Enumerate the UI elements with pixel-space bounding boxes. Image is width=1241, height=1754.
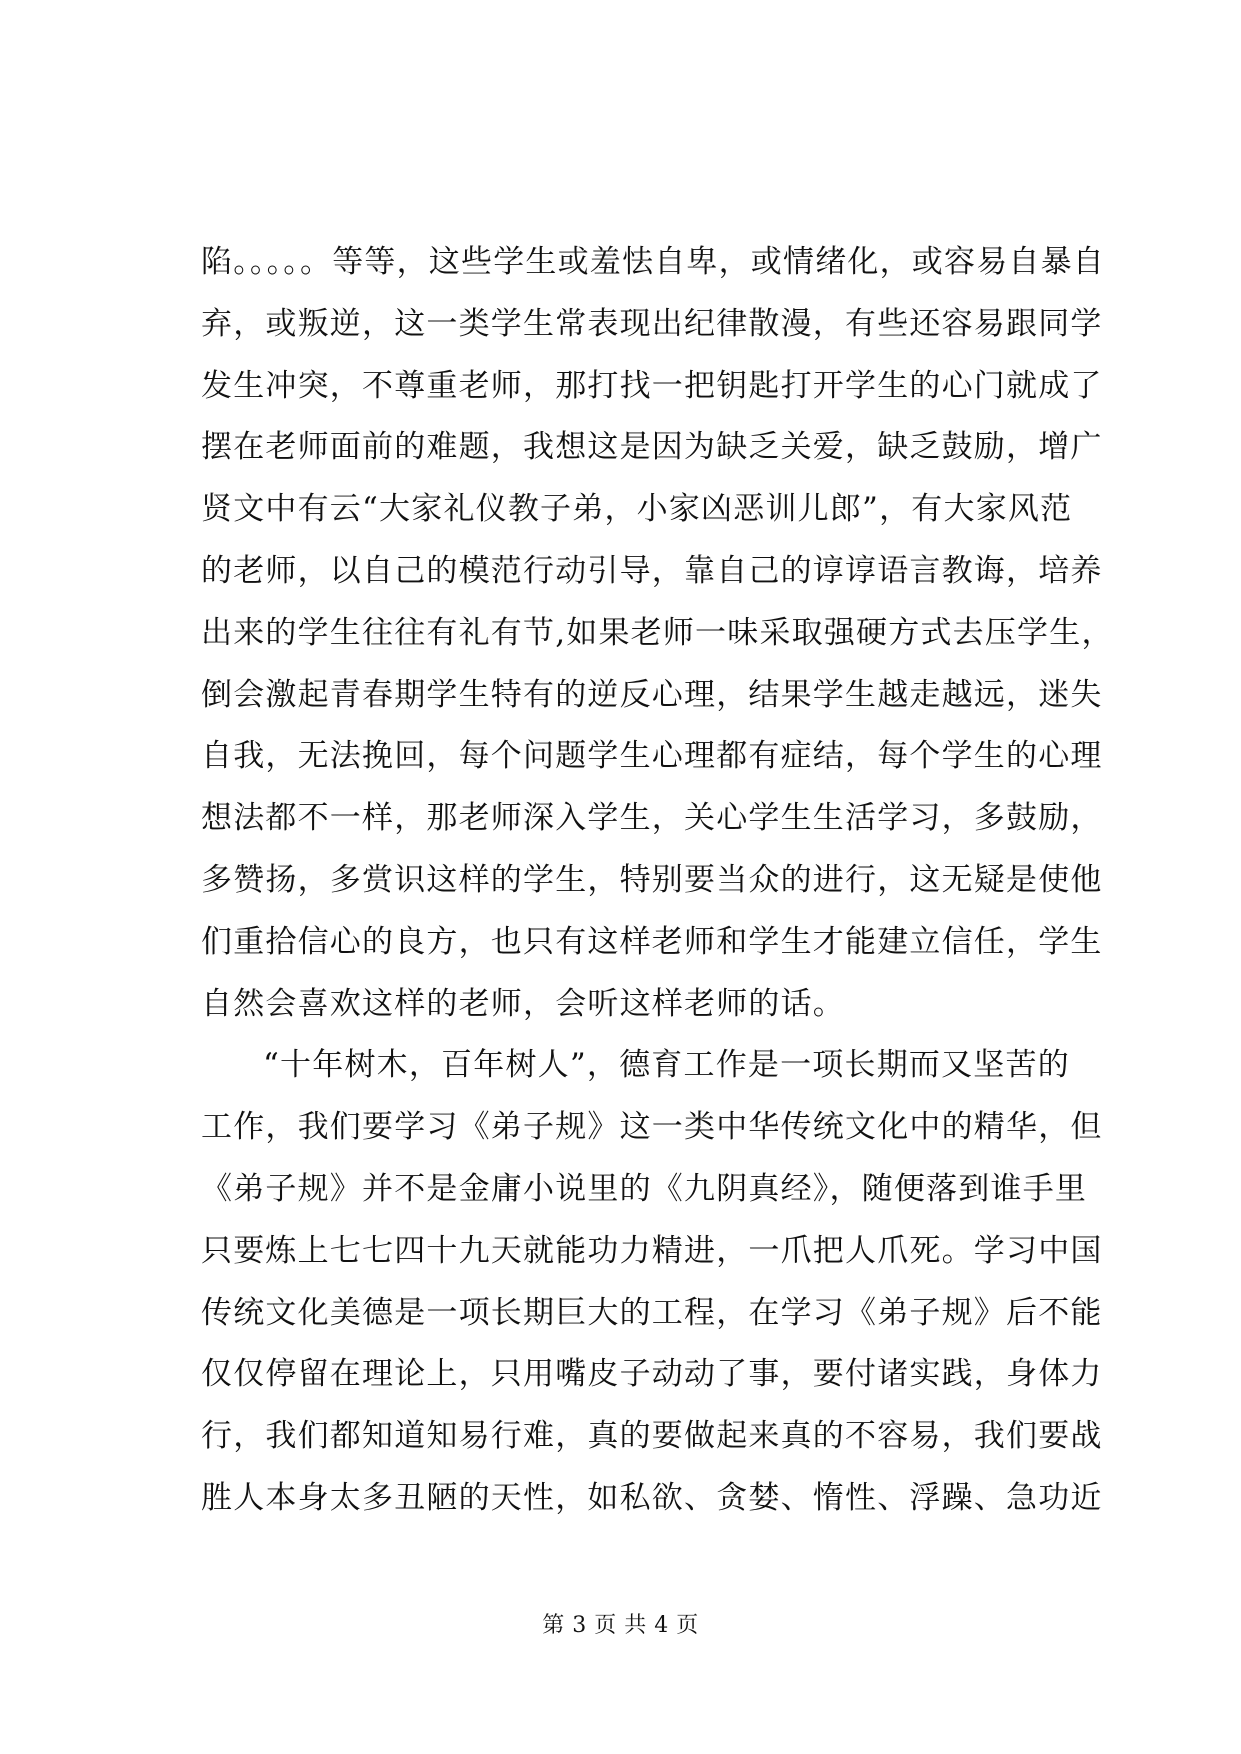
text-line: 摆在老师面前的难题，我想这是因为缺乏关爱，缺乏鼓励，增广 — [201, 429, 1103, 466]
text-line: 工作，我们要学习《弟子规》这一类中华传统文化中的精华，但 — [201, 1109, 1103, 1146]
text-line: 发生冲突，不尊重老师，那打找一把钥匙打开学生的心门就成了 — [201, 367, 1103, 404]
text-line: 胜人本身太多丑陋的天性，如私欲、贪婪、惰性、浮躁、急功近 — [201, 1479, 1103, 1516]
page-number-footer: 第 3 页 共 4 页 — [542, 1613, 699, 1638]
text-line: 陷。。。。。等等，这些学生或羞怯自卑，或情绪化，或容易自暴自 — [201, 244, 1105, 280]
text-line: 仅仅停留在理论上，只用嘴皮子动动了事，要付诸实践，身体力 — [201, 1356, 1103, 1393]
text-line: 贤文中有云“大家礼仪教子弟，小家凶恶训儿郎”，有大家风范 — [201, 491, 1073, 528]
text-line: 传统文化美德是一项长期巨大的工程，在学习《弟子规》后不能 — [201, 1294, 1103, 1331]
text-line: 行，我们都知道知易行难，真的要做起来真的不容易，我们要战 — [201, 1418, 1103, 1455]
text-line: 出来的学生往往有礼有节,如果老师一味采取强硬方式去压学生， — [201, 614, 1114, 651]
text-line: 们重拾信心的良方，也只有这样老师和学生才能建立信任，学生 — [201, 923, 1103, 960]
text-line: 自我，无法挽回，每个问题学生心理都有症结，每个学生的心理 — [201, 738, 1103, 775]
text-line: 弃，或叛逆，这一类学生常表现出纪律散漫，有些还容易跟同学 — [201, 305, 1103, 342]
text-line: 想法都不一样，那老师深入学生，关心学生生活学习，多鼓励， — [201, 800, 1103, 837]
text-line: 只要炼上七七四十九天就能功力精进，一爪把人爪死。学习中国 — [201, 1232, 1103, 1269]
text-line-indented: “十年树木，百年树人”，德育工作是一项长期而又坚苦的 — [263, 1047, 1070, 1084]
text-line: 自然会喜欢这样的老师，会听这样老师的话。 — [201, 985, 845, 1022]
text-line: 多赞扬，多赏识这样的学生，特别要当众的进行，这无疑是使他 — [201, 861, 1103, 898]
body-text — [201, 232, 1114, 1530]
text-line: 《弟子规》并不是金庸小说里的《九阴真经》，随便落到谁手里 — [201, 1170, 1088, 1207]
text-line: 的老师，以自己的模范行动引导，靠自己的谆谆语言教诲，培养 — [201, 552, 1103, 589]
text-line: 倒会激起青春期学生特有的逆反心理，结果学生越走越远，迷失 — [201, 676, 1103, 713]
